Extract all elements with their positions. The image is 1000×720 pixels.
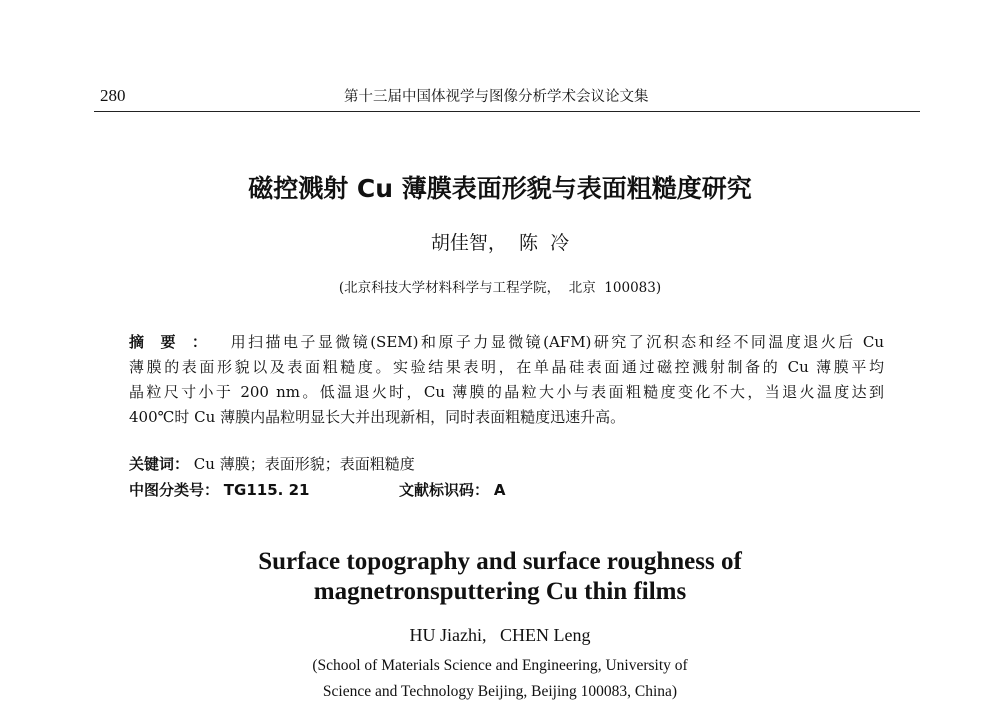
keywords-value: Cu 薄膜；表面形貌；表面粗糙度 [193, 455, 415, 473]
english-affiliation-line-2: Science and Technology Beijing, Beijing 100083, China) [322, 683, 678, 700]
english-title-line-2: magnetronsputtering Cu thin films [313, 578, 687, 605]
classification-label: 中图分类号： [129, 481, 220, 499]
page-number: 280 [100, 86, 126, 105]
classification [129, 478, 809, 502]
english-authors: HU Jiazhi, CHEN Leng [409, 625, 591, 645]
chinese-title: 磁控溅射 Cu 薄膜表面形貌与表面粗糙度研究 [248, 174, 752, 203]
abstract-label: 摘要： [129, 333, 224, 351]
abstract-line: 400℃时 Cu 薄膜内晶粒明显长大并出现新相，同时表面粗糙度迅速升高。 [129, 408, 626, 426]
english-title-line-1: Surface topography and surface roughness of [258, 548, 742, 575]
chinese-abstract [129, 330, 884, 430]
header-rule [94, 111, 920, 112]
english-affiliation-line-1: (School of Materials Science and Engineering, University of [312, 657, 688, 674]
document-code-value: A [493, 481, 506, 499]
abstract-text: 用扫描电子显微镜(SEM)和原子力显微镜(AFM)研究了沉积态和经不同温度退火后 Cu [230, 333, 884, 351]
keywords-label: 关键词： [129, 455, 190, 473]
classification-value: TG115. 21 [223, 481, 310, 499]
abstract-line [129, 330, 884, 355]
abstract-line: 晶粒尺寸小于 200 nm。低温退火时，Cu 薄膜的晶粒大小与表面粗糙度变化不大，当退火温度达到 [129, 383, 884, 401]
document-code-label: 文献标识码： [399, 481, 490, 499]
chinese-authors: 胡佳智， 陈 冷 [430, 232, 570, 254]
page-header [94, 86, 920, 112]
keywords [129, 452, 809, 476]
running-head: 第十三届中国体视学与图像分析学术会议论文集 [344, 89, 649, 105]
chinese-affiliation: (北京科技大学材料科学与工程学院， 北京 100083) [338, 280, 662, 296]
abstract-line: 薄膜的表面形貌以及表面粗糙度。实验结果表明，在单晶硅表面通过磁控溅射制备的 Cu 薄膜平均 [129, 358, 884, 376]
